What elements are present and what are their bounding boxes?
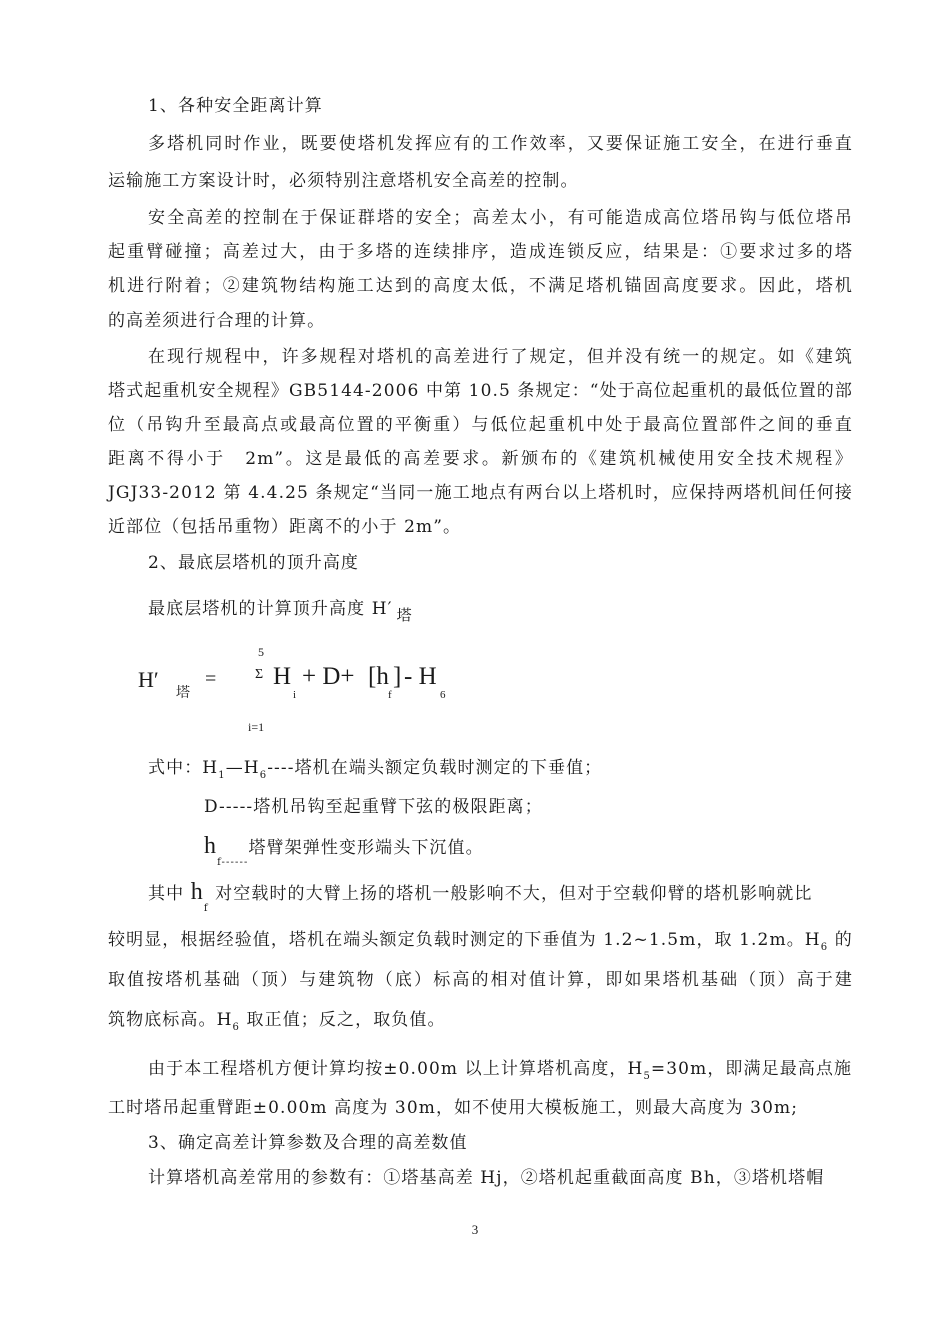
where-line-3 (204, 833, 854, 868)
p3-line-1: 在现行规程中，许多规程对塔机的高差进行了规定，但并没有统一的规定。如《建筑 (148, 347, 853, 367)
where-line-2: D-----塔机吊钩至起重臂下弦的极限距离； (204, 797, 543, 817)
p4-l2-post: 的 (828, 930, 853, 950)
p3-line-6: 近部位（包括吊重物）距离不的小于 2m”。 (108, 517, 462, 537)
p2-line-3: 机进行附着；②建筑物结构施工达到的高度太低，不满足塔机锚固高度要求。因此，塔机 (108, 276, 853, 296)
formula-sum-upper: 5 (258, 645, 264, 659)
formula-h-sub: i (293, 689, 297, 701)
where-l1-post: ----塔机在端头额定负载时测定的下垂值； (267, 758, 603, 778)
where-l3-sub: f------ (217, 857, 249, 868)
p4-l1-sub: f (203, 903, 209, 914)
formula-hf: [h (368, 663, 389, 690)
p1-line-1: 多塔机同时作业，既要使塔机发挥应有的工作效率，又要保证施工安全，在进行垂直 (148, 134, 853, 154)
p4-l2-sub: 6 (820, 942, 829, 953)
p4-l4-sub: 6 (232, 1022, 240, 1033)
p4-l1-pre: 其中 (148, 884, 185, 904)
p4-line-4 (108, 1008, 853, 1032)
formula-sum-sign: Σ (255, 667, 264, 682)
section-2-heading: 2、最底层塔机的顶升高度 (148, 553, 360, 573)
where-l1-mid: —H (225, 758, 260, 778)
where-l1-sub2: 6 (259, 770, 268, 781)
formula-hf-close: ] (393, 663, 402, 690)
p3-line-4: 距离不得小于 2m”。这是最低的高差要求。新颁布的《建筑机械使用安全技术规程》 (108, 449, 853, 469)
p2-line-2: 起重臂碰撞；高差过大，由于多塔的连续排序，造成连锁反应，结果是：①要求过多的塔 (108, 242, 853, 262)
section-3-heading: 3、确定高差计算参数及合理的高差数值 (148, 1133, 468, 1153)
p3-line-5: JGJ33-2012 第 4.4.25 条规定“当同一施工地点有两台以上塔机时，应保持两塔机间任何接 (108, 483, 853, 503)
p4-l1-post: 对空载时的大臂上扬的塔机一般影响不大，但对于空载仰臂的塔机影响就比 (215, 884, 813, 904)
page-number: 3 (471, 1222, 479, 1237)
s2-intro-text: 最底层塔机的计算顶升高度 H′ (148, 599, 393, 619)
formula-equals: = (205, 668, 217, 690)
p2-line-4: 的高差须进行合理的计算。 (108, 311, 326, 331)
p6-line-1: 计算塔机高差常用的参数有：①塔基高差 Hj，②塔机起重截面高度 Bh，③塔机塔帽 (148, 1168, 825, 1188)
p3-line-3: 位（吊钩升至最高点或最高位置的平衡重）与低位起重机中处于最高位置部件之间的垂直 (108, 415, 853, 435)
formula-lhs: H′ (138, 667, 159, 692)
s2-intro (148, 597, 853, 624)
p5-l1-sub: 5 (643, 1071, 651, 1082)
p4-line-2 (108, 928, 853, 952)
formula-plus-d: + D+ (302, 663, 355, 690)
formula-sum-lower: i=1 (248, 720, 265, 734)
p4-line-1 (148, 879, 853, 914)
p4-l2-pre: 较明显，根据经验值，塔机在端头额定负载时测定的下垂值为 1.2~1.5m，取 1.2m。H (108, 930, 821, 950)
formula-hf-sub: f (388, 689, 392, 701)
where-line-1 (148, 756, 853, 780)
p4-l4-post: 取正值；反之，取负值。 (240, 1010, 446, 1030)
p4-l1-h: h (190, 879, 204, 905)
p5-line-2: 工时塔吊起重臂距±0.00m 高度为 30m，如不使用大模板施工，则最大高度为 30m; (108, 1098, 799, 1118)
p4-l4-pre: 筑物底标高。H (108, 1010, 233, 1030)
section-1-heading: 1、各种安全距离计算 (148, 96, 323, 116)
formula-h: H (273, 663, 292, 690)
s2-intro-sub: 塔 (396, 606, 413, 624)
p5-l1-post: =30m，即满足最高点施 (650, 1059, 853, 1079)
formula-minus-sub: 6 (440, 689, 446, 701)
where-l3-h: h (204, 833, 218, 859)
p1-line-2: 运输施工方案设计时，必须特别注意塔机安全高差的控制。 (108, 171, 579, 191)
where-l3-post: 塔臂架弹性变形端头下沉值。 (248, 838, 484, 858)
p3-line-2: 塔式起重机安全规程》GB5144-2006 中第 10.5 条规定：“处于高位起重机的最低位置的部 (108, 381, 853, 401)
where-l1-pre: 式中：H (148, 758, 219, 778)
p5-l1-pre: 由于本工程塔机方便计算均按±0.00m 以上计算塔机高度，H (148, 1059, 644, 1079)
p5-line-1 (148, 1057, 853, 1081)
p4-line-3: 取值按塔机基础（顶）与建筑物（底）标高的相对值计算，即如果塔机基础（顶）高于建 (108, 970, 853, 990)
where-l1-sub1: 1 (218, 770, 226, 781)
formula-minus-h: - H (404, 663, 437, 690)
formula-lhs-sub: 塔 (176, 685, 190, 701)
p2-line-1: 安全高差的控制在于保证群塔的安全；高差太小，有可能造成高位塔吊钩与低位塔吊 (148, 208, 853, 228)
